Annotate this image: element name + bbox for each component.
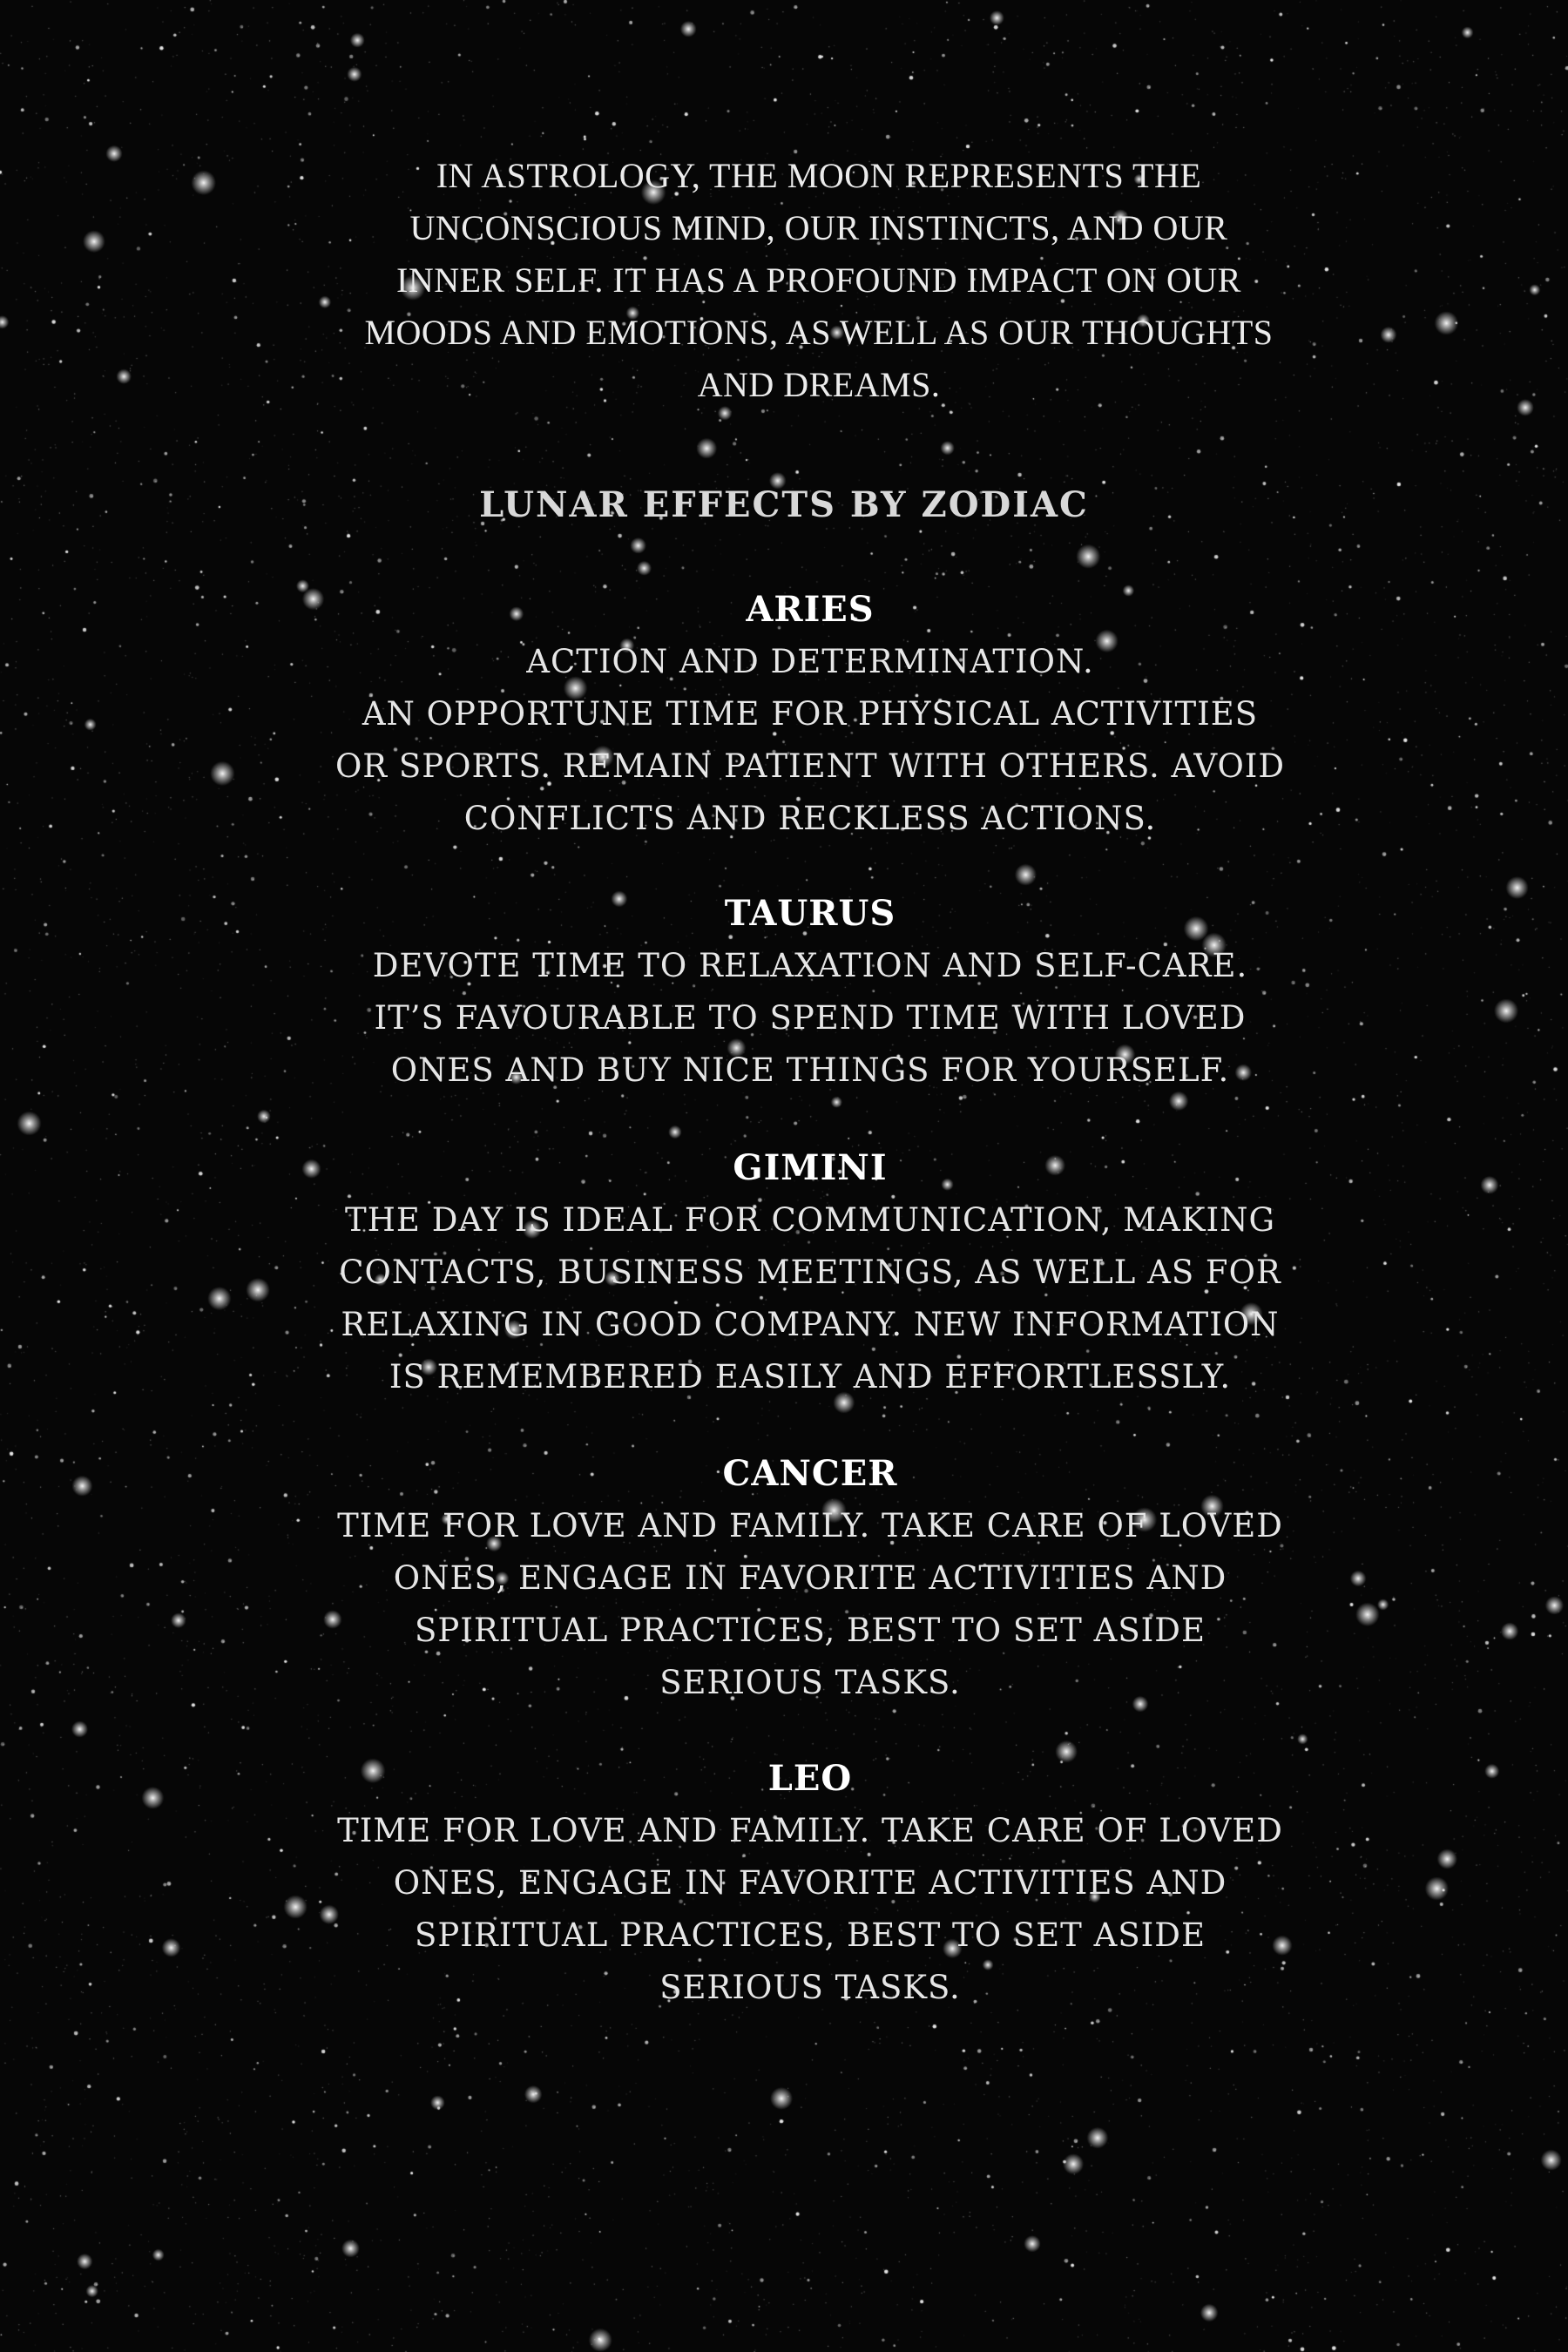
sign-line: AN OPPORTUNE TIME FOR PHYSICAL ACTIVITIES — [362, 695, 1259, 733]
sign-name: ARIES — [746, 589, 875, 630]
sign-line: RELAXING IN GOOD COMPANY. NEW INFORMATION — [341, 1306, 1280, 1343]
sign-name: LEO — [767, 1758, 853, 1799]
sign-line: DEVOTE TIME TO RELAXATION AND SELF-CARE. — [372, 947, 1248, 984]
sign-line: SPIRITUAL PRACTICES, BEST TO SET ASIDE — [415, 1612, 1206, 1649]
sign-description — [261, 636, 1359, 845]
sign-name: GIMINI — [733, 1147, 888, 1188]
sign-line: SPIRITUAL PRACTICES, BEST TO SET ASIDE — [415, 1916, 1206, 1954]
sign-line: OR SPORTS. REMAIN PATIENT WITH OTHERS. AVOID — [335, 747, 1286, 785]
sign-block-cancer — [261, 1448, 1359, 1709]
intro-line: INNER SELF. IT HAS A PROFOUND IMPACT ON OUR — [396, 260, 1241, 300]
sign-line: THE DAY IS IDEAL FOR COMMUNICATION, MAKING — [344, 1201, 1276, 1239]
intro-paragraph — [296, 150, 1342, 411]
intro-line: AND DREAMS. — [697, 365, 941, 404]
sign-line: CONFLICTS AND RECKLESS ACTIONS. — [463, 800, 1157, 837]
sign-line: ONES AND BUY NICE THINGS FOR YOURSELF. — [390, 1051, 1230, 1089]
sign-line: TIME FOR LOVE AND FAMILY. TAKE CARE OF LOVED — [337, 1507, 1283, 1544]
sign-line: SERIOUS TASKS. — [659, 1664, 961, 1701]
sign-line: SERIOUS TASKS. — [659, 1969, 961, 2006]
sign-line: CONTACTS, BUSINESS MEETINGS, AS WELL AS FOR — [339, 1254, 1281, 1291]
sign-line: ONES, ENGAGE IN FAVORITE ACTIVITIES AND — [393, 1864, 1227, 1902]
intro-line: UNCONSCIOUS MIND, OUR INSTINCTS, AND OUR — [409, 208, 1228, 247]
sign-block-gimini — [261, 1142, 1359, 1403]
sign-block-taurus — [261, 888, 1359, 1097]
intro-line: MOODS AND EMOTIONS, AS WELL AS OUR THOUGHTS — [364, 313, 1274, 352]
sign-line: IS REMEMBERED EASILY AND EFFORTLESSLY. — [389, 1358, 1232, 1396]
sign-description — [261, 1194, 1359, 1403]
sign-description — [261, 1805, 1359, 2014]
sign-description — [261, 1500, 1359, 1709]
sign-line: TIME FOR LOVE AND FAMILY. TAKE CARE OF LOVED — [337, 1812, 1283, 1849]
section-title: LUNAR EFFECTS BY ZODIAC — [479, 484, 1089, 525]
sign-description — [261, 940, 1359, 1097]
sign-line: ACTION AND DETERMINATION. — [526, 643, 1094, 680]
sign-name: CANCER — [722, 1453, 898, 1494]
sign-name: TAURUS — [724, 893, 896, 934]
sign-block-aries — [261, 584, 1359, 845]
sign-line: IT’S FAVOURABLE TO SPEND TIME WITH LOVED — [374, 999, 1247, 1037]
intro-line: IN ASTROLOGY, THE MOON REPRESENTS THE — [436, 156, 1202, 195]
sign-block-leo — [261, 1753, 1359, 2014]
sign-line: ONES, ENGAGE IN FAVORITE ACTIVITIES AND — [393, 1559, 1227, 1597]
